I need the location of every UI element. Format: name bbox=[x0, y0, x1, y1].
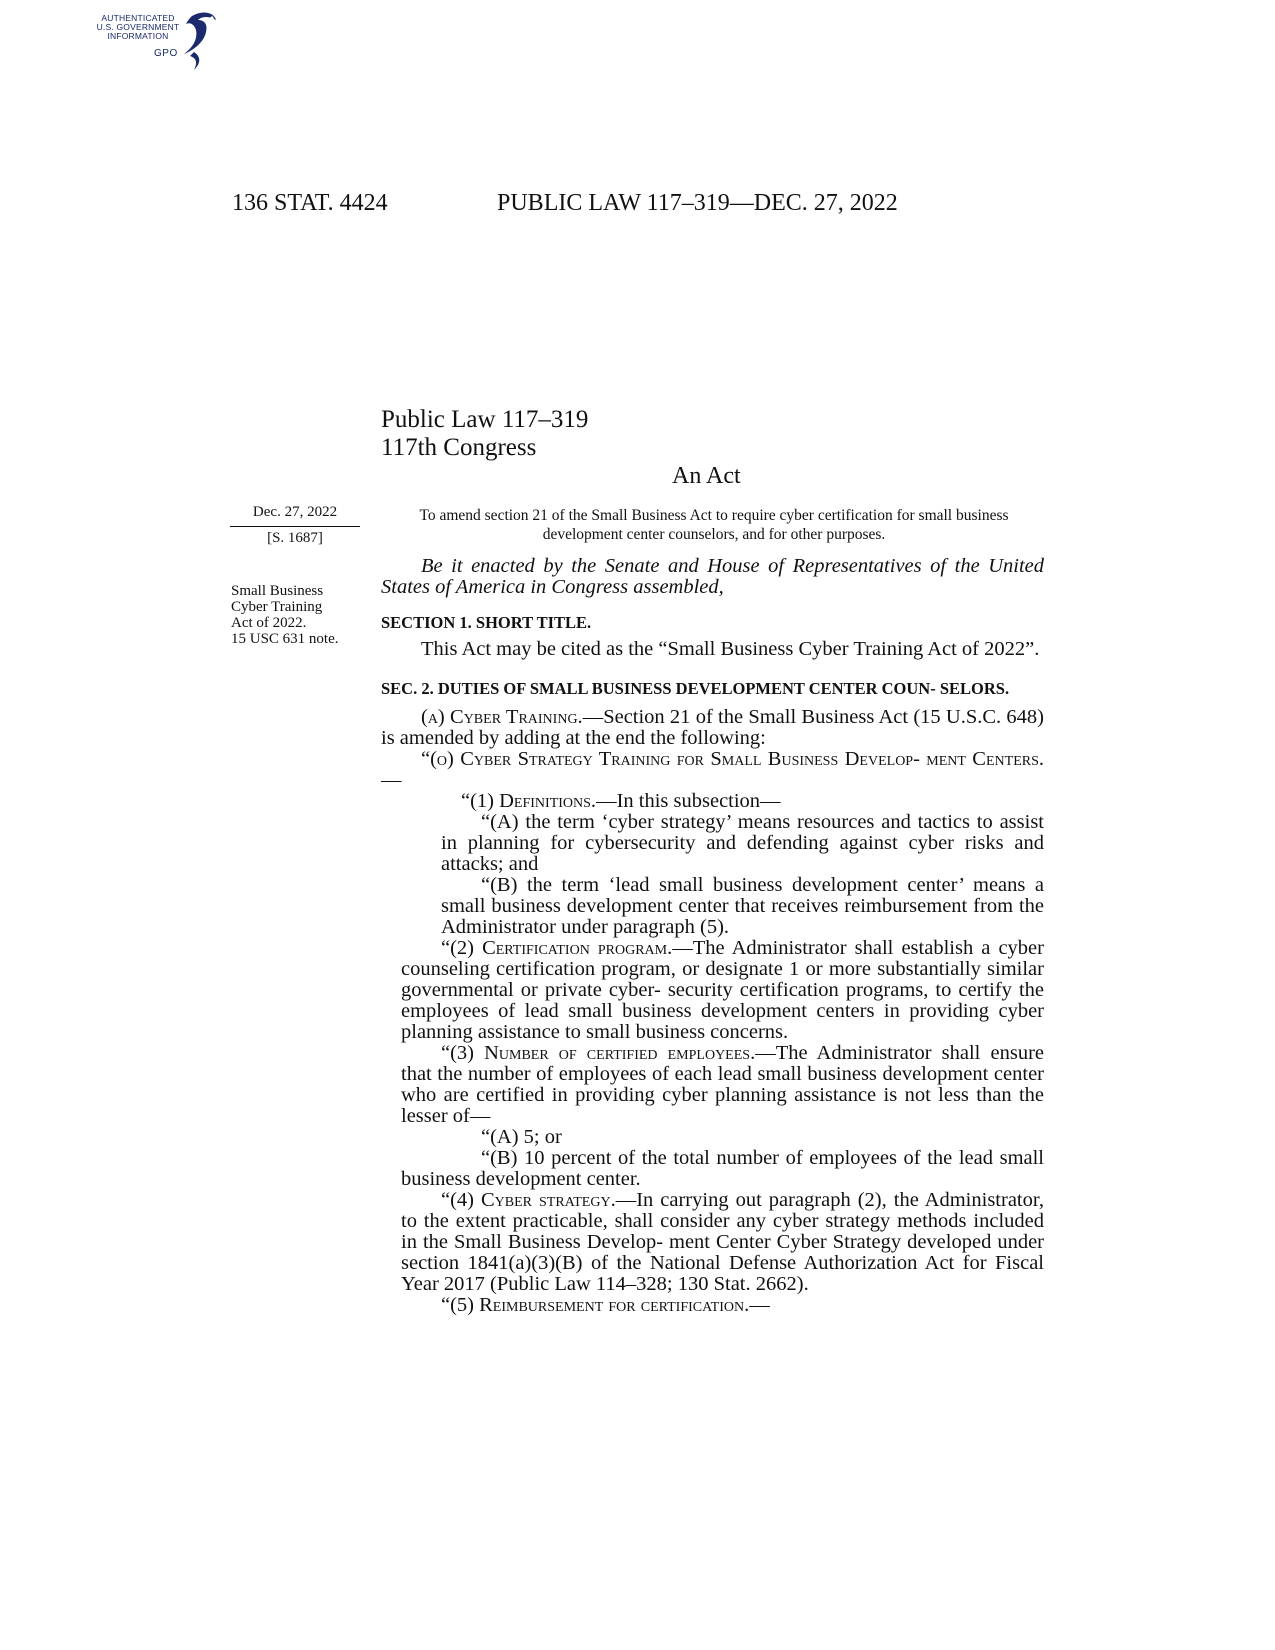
paragraph-1-B: “(B) the term ‘lead small business development center’ means a small business development center that receives reimbursement from the Administrator under paragraph (5). bbox=[441, 874, 1044, 938]
subsection-a bbox=[381, 707, 1044, 749]
act-body bbox=[381, 556, 1044, 1316]
margin-note-short-title: Small Business Cyber Training Act of 2022. 15 USC 631 note. bbox=[231, 583, 339, 647]
paragraph-5-text: — bbox=[749, 1294, 770, 1316]
act-heading: An Act bbox=[672, 463, 741, 489]
paragraph-3-label: “(3) Number of certified employees. bbox=[441, 1042, 756, 1064]
seal-line-2: U.S. GOVERNMENT bbox=[96, 22, 180, 32]
paragraph-3-B: “(B) 10 percent of the total number of employees of the lead small business development center. bbox=[401, 1147, 1044, 1190]
statute-page-number: 136 STAT. 4424 bbox=[232, 190, 388, 216]
subsection-o-label: “(o) Cyber Strategy Training for Small Business Develop- ment Centers. bbox=[421, 748, 1044, 770]
paragraph-3-text: —The Administrator shall ensure that the number of employees of each lead small business development center who are certified in providing cyber planning assistance is not less than the lesser of— bbox=[401, 1042, 1044, 1127]
seal-line-1: AUTHENTICATED bbox=[101, 13, 175, 23]
eagle-icon bbox=[172, 8, 220, 74]
paragraph-2-label: “(2) Certification program. bbox=[441, 937, 673, 959]
act-purpose: To amend section 21 of the Small Business Act to require cyber certification for small business development center counselors, and for other purposes. bbox=[419, 507, 1009, 543]
paragraph-4-text: —In carrying out paragraph (2), the Administrator, to the extent practicable, shall consider any cyber strategy methods included in the Small Business Develop- ment Center Cyber Strategy developed under section 1841(a)(3)(B) of the National Defense Authorization Act for Fiscal Year 2017 (Public Law 114–328; 130 Stat. 2662). bbox=[401, 1189, 1044, 1295]
paragraph-1 bbox=[381, 791, 1044, 812]
section-1-text: This Act may be cited as the “Small Business Cyber Training Act of 2022”. bbox=[421, 638, 1040, 660]
seal-line-3: INFORMATION bbox=[107, 31, 169, 41]
enacting-clause: Be it enacted by the Senate and House of Representatives of the United States of America in Congress assembled, bbox=[381, 555, 1044, 598]
paragraph-2 bbox=[381, 938, 1044, 1043]
section-2-heading: SEC. 2. DUTIES OF SMALL BUSINESS DEVELOPMENT CENTER COUN- SELORS. bbox=[381, 679, 1010, 698]
paragraph-5-label: “(5) Reimbursement for certification. bbox=[441, 1294, 750, 1316]
paragraph-3-A: “(A) 5; or bbox=[481, 1126, 562, 1148]
margin-date: Dec. 27, 2022 bbox=[252, 504, 338, 520]
subsection-o-text: — bbox=[381, 769, 402, 791]
subsection-o bbox=[381, 749, 1044, 791]
public-law-title-block bbox=[381, 406, 588, 462]
subsection-a-label: (a) Cyber Training. bbox=[421, 706, 583, 728]
gpo-authentication-seal bbox=[92, 8, 222, 74]
public-law-number: Public Law 117–319 bbox=[381, 406, 589, 433]
paragraph-4 bbox=[381, 1190, 1044, 1295]
paragraph-1-A: “(A) the term ‘cyber strategy’ means resources and tactics to assist in planning for cybersecurity and defending against cyber risks and attacks; and bbox=[441, 811, 1044, 875]
margin-divider bbox=[230, 526, 360, 527]
margin-bill-number: [S. 1687] bbox=[267, 530, 323, 546]
running-head-law: PUBLIC LAW 117–319—DEC. 27, 2022 bbox=[497, 190, 898, 216]
paragraph-1-text: —In this subsection— bbox=[596, 790, 781, 812]
seal-gpo-label: GPO bbox=[154, 48, 178, 59]
paragraph-5 bbox=[381, 1295, 1044, 1316]
section-1-heading: SECTION 1. SHORT TITLE. bbox=[381, 613, 592, 632]
paragraph-3 bbox=[381, 1043, 1044, 1127]
subsection-a-text: —Section 21 of the Small Business Act (15 U.S.C. 648) is amended by adding at the end the following: bbox=[381, 706, 1045, 749]
paragraph-4-label: “(4) Cyber strategy. bbox=[441, 1189, 616, 1211]
congress-number: 117th Congress bbox=[381, 434, 537, 461]
paragraph-1-label: “(1) Definitions. bbox=[461, 790, 597, 812]
paragraph-2-text: —The Administrator shall establish a cyber counseling certification program, or designate 1 or more substantially similar governmental or private cyber- security certification programs, to certify the employees of lead small business development centers in providing cyber planning assistance to small business concerns. bbox=[401, 937, 1044, 1043]
seal-text bbox=[92, 14, 184, 41]
